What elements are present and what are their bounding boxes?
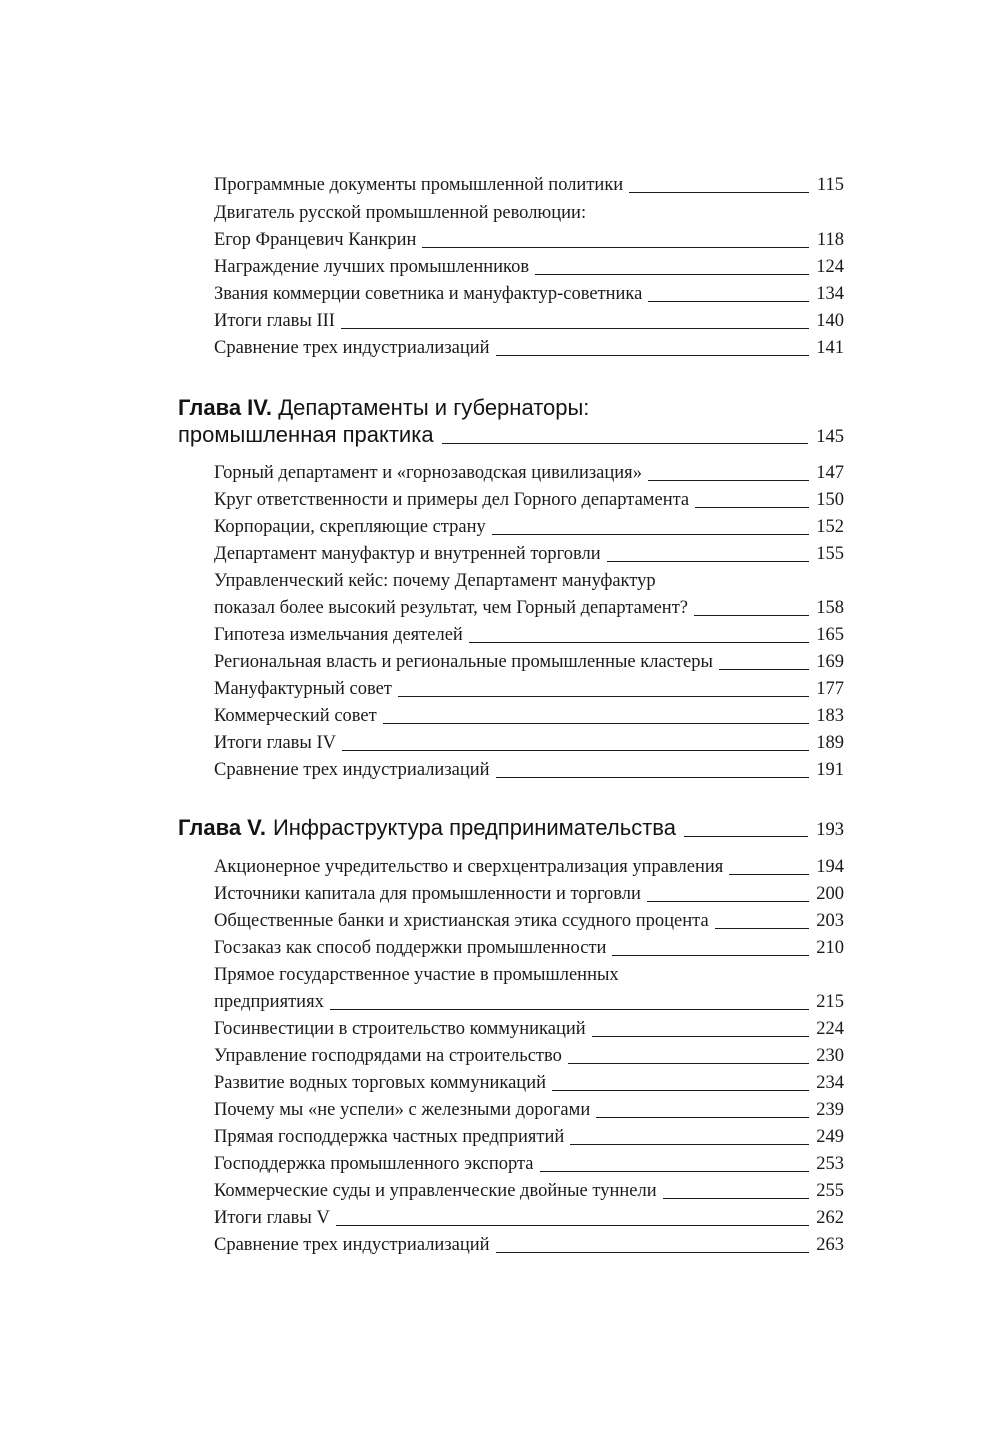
chapter-page: 193 xyxy=(816,820,844,840)
toc-entry-page: 210 xyxy=(816,938,844,958)
toc-entry-page: 155 xyxy=(816,544,844,564)
toc-entry-title-line1[interactable]: Прямое государственное участие в промышленных xyxy=(214,965,619,985)
toc-entry-page: 118 xyxy=(816,230,844,250)
toc-entry-title: Департамент мануфактур и внутренней торговли xyxy=(214,544,601,564)
toc-entry[interactable] xyxy=(214,541,844,568)
chapter-heading-line2[interactable] xyxy=(178,420,844,450)
dot-leader xyxy=(729,873,809,875)
toc-entry-title: Круг ответственности и примеры дел Горного департамента xyxy=(214,490,690,510)
toc-entry[interactable] xyxy=(214,254,844,281)
dot-leader xyxy=(398,695,809,697)
toc-entry-page: 165 xyxy=(816,625,844,645)
toc-entry-page: 262 xyxy=(816,1208,844,1228)
dot-leader xyxy=(422,246,809,248)
dot-leader xyxy=(648,300,809,302)
toc-entry[interactable] xyxy=(214,1205,844,1232)
toc-entry[interactable] xyxy=(214,676,844,703)
toc-entry-page: 189 xyxy=(816,733,844,753)
toc-entry-title: Итоги главы IV xyxy=(214,733,336,753)
dot-leader xyxy=(342,749,809,751)
toc-entry[interactable] xyxy=(214,854,844,881)
toc-entry[interactable] xyxy=(214,227,844,254)
chapter-heading[interactable] xyxy=(178,813,844,843)
dot-leader xyxy=(469,641,809,643)
toc-entry-page: 152 xyxy=(816,517,844,537)
toc-entry[interactable] xyxy=(214,487,844,514)
dot-leader xyxy=(568,1062,809,1064)
toc-entry-title: Итоги главы V xyxy=(214,1208,330,1228)
toc-entry-page: 224 xyxy=(816,1019,844,1039)
toc-entry[interactable] xyxy=(214,622,844,649)
chapter-label: Глава IV. xyxy=(178,395,273,420)
toc-entry[interactable] xyxy=(214,335,844,362)
chapter-title: Инфраструктура предпринимательства xyxy=(272,815,676,840)
toc-entry-title: Корпорации, скрепляющие страну xyxy=(214,517,486,537)
chapter-page: 145 xyxy=(816,427,844,447)
toc-entry-page: 169 xyxy=(816,652,844,672)
toc-entry-title: Сравнение трех индустриализаций xyxy=(214,338,490,358)
toc-entry-page: 115 xyxy=(816,175,844,195)
toc-entry-title: Прямая господдержка частных предприятий xyxy=(214,1127,565,1147)
dot-leader xyxy=(383,722,809,724)
toc-entry[interactable] xyxy=(214,514,844,541)
toc-entry-title: Егор Францевич Канкрин xyxy=(214,230,417,250)
dot-leader xyxy=(492,533,809,535)
toc-entry-page: 200 xyxy=(816,884,844,904)
dot-leader xyxy=(684,835,808,837)
toc-entry-title: Коммерческие суды и управленческие двойные туннели xyxy=(214,1181,657,1201)
toc-entry-title: Программные документы промышленной политики xyxy=(214,175,624,195)
dot-leader xyxy=(442,442,808,444)
dot-leader xyxy=(330,1008,809,1010)
toc-entry-title: Звания коммерции советника и мануфактур-советника xyxy=(214,284,643,304)
toc-entry-title: Коммерческий совет xyxy=(214,706,377,726)
dot-leader xyxy=(341,327,809,329)
dot-leader xyxy=(552,1089,809,1091)
dot-leader xyxy=(715,927,809,929)
toc-entry-title: Сравнение трех индустриализаций xyxy=(214,760,490,780)
toc-entry[interactable] xyxy=(214,935,844,962)
toc-entry-page: 249 xyxy=(816,1127,844,1147)
toc-entry-title-line1[interactable]: Управленческий кейс: почему Департамент мануфактур xyxy=(214,571,656,591)
toc-entry-title: Управление господрядами на строительство xyxy=(214,1046,562,1066)
dot-leader xyxy=(592,1035,809,1037)
toc-entry-title: предприятиях xyxy=(214,992,324,1012)
toc-entry-title: Сравнение трех индустриализаций xyxy=(214,1235,490,1255)
toc-entry[interactable] xyxy=(214,460,844,487)
dot-leader xyxy=(695,506,809,508)
toc-entry-title: Итоги главы III xyxy=(214,311,335,331)
toc-entry[interactable] xyxy=(214,1178,844,1205)
toc-entry-page: 191 xyxy=(816,760,844,780)
dot-leader xyxy=(648,479,809,481)
toc-entry-page: 234 xyxy=(816,1073,844,1093)
toc-entry-title: Награждение лучших промышленников xyxy=(214,257,530,277)
toc-entry[interactable] xyxy=(214,730,844,757)
toc-entry[interactable] xyxy=(214,757,844,784)
toc-entry-page: 194 xyxy=(816,857,844,877)
dot-leader xyxy=(596,1116,809,1118)
toc-entry-page: 203 xyxy=(816,911,844,931)
toc-entry-page: 134 xyxy=(816,284,844,304)
toc-entry[interactable] xyxy=(214,595,844,622)
toc-entry[interactable] xyxy=(214,703,844,730)
toc-entry-page: 124 xyxy=(816,257,844,277)
toc-entry-title: показал более высокий результат, чем Горный департамент? xyxy=(214,598,688,618)
toc-entry-page: 158 xyxy=(816,598,844,618)
toc-entry-title: Почему мы «не успели» с железными дорогами xyxy=(214,1100,591,1120)
toc-entry-title: Источники капитала для промышленности и торговли xyxy=(214,884,641,904)
chapter-label: Глава V. xyxy=(178,815,266,840)
toc-entry-page: 140 xyxy=(816,311,844,331)
toc-entry[interactable] xyxy=(214,1043,844,1070)
toc-entry-title: Горный департамент и «горнозаводская цивилизация» xyxy=(214,463,642,483)
toc-entry[interactable] xyxy=(214,649,844,676)
toc-entry[interactable] xyxy=(214,989,844,1016)
chapter-title: Департаменты и губернаторы: xyxy=(278,395,590,420)
toc-entry[interactable] xyxy=(214,1070,844,1097)
dot-leader xyxy=(612,954,809,956)
dot-leader xyxy=(607,560,809,562)
toc-entry-title: Госинвестиции в строительство коммуникаций xyxy=(214,1019,586,1039)
toc-entry[interactable] xyxy=(214,1016,844,1043)
toc-entry[interactable] xyxy=(214,1097,844,1124)
toc-entry-title: Гипотеза измельчания деятелей xyxy=(214,625,463,645)
toc-entry-title: Общественные банки и христианская этика ссудного процента xyxy=(214,911,709,931)
toc-entry[interactable] xyxy=(214,281,844,308)
toc-entry[interactable] xyxy=(214,881,844,908)
toc-entry-page: 147 xyxy=(816,463,844,483)
dot-leader xyxy=(496,776,809,778)
chapter-heading-line1[interactable] xyxy=(178,393,844,423)
dot-leader xyxy=(629,191,809,193)
dot-leader xyxy=(336,1224,809,1226)
toc-entry-page: 253 xyxy=(816,1154,844,1174)
toc-entry[interactable] xyxy=(214,1151,844,1178)
chapter-title-continued: промышленная практика xyxy=(178,422,434,447)
toc-entry-title: Развитие водных торговых коммуникаций xyxy=(214,1073,546,1093)
toc-entry-page: 239 xyxy=(816,1100,844,1120)
toc-entry[interactable] xyxy=(214,1124,844,1151)
dot-leader xyxy=(694,614,809,616)
toc-entry-page: 263 xyxy=(816,1235,844,1255)
dot-leader xyxy=(570,1143,809,1145)
toc-entry-page: 230 xyxy=(816,1046,844,1066)
dot-leader xyxy=(540,1170,809,1172)
toc-entry[interactable] xyxy=(214,172,844,199)
toc-entry-page: 150 xyxy=(816,490,844,510)
toc-entry-title: Акционерное учредительство и сверхцентрализация управления xyxy=(214,857,724,877)
toc-entry-page: 177 xyxy=(816,679,844,699)
toc-entry[interactable] xyxy=(214,1232,844,1259)
dot-leader xyxy=(496,1251,809,1253)
toc-entry-page: 215 xyxy=(816,992,844,1012)
toc-entry-title: Региональная власть и региональные промышленные кластеры xyxy=(214,652,713,672)
toc-entry-title: Господдержка промышленного экспорта xyxy=(214,1154,534,1174)
dot-leader xyxy=(647,900,809,902)
toc-entry[interactable] xyxy=(214,308,844,335)
toc-entry-title: Мануфактурный совет xyxy=(214,679,392,699)
dot-leader xyxy=(719,668,809,670)
dot-leader xyxy=(496,354,809,356)
toc-entry-page: 183 xyxy=(816,706,844,726)
toc-entry[interactable] xyxy=(214,908,844,935)
toc-entry-page: 255 xyxy=(816,1181,844,1201)
toc-entry-page: 141 xyxy=(816,338,844,358)
dot-leader xyxy=(663,1197,809,1199)
toc-entry-title: Госзаказ как способ поддержки промышленности xyxy=(214,938,607,958)
dot-leader xyxy=(535,273,809,275)
toc-entry-title-line1[interactable]: Двигатель русской промышленной революции: xyxy=(214,203,587,223)
